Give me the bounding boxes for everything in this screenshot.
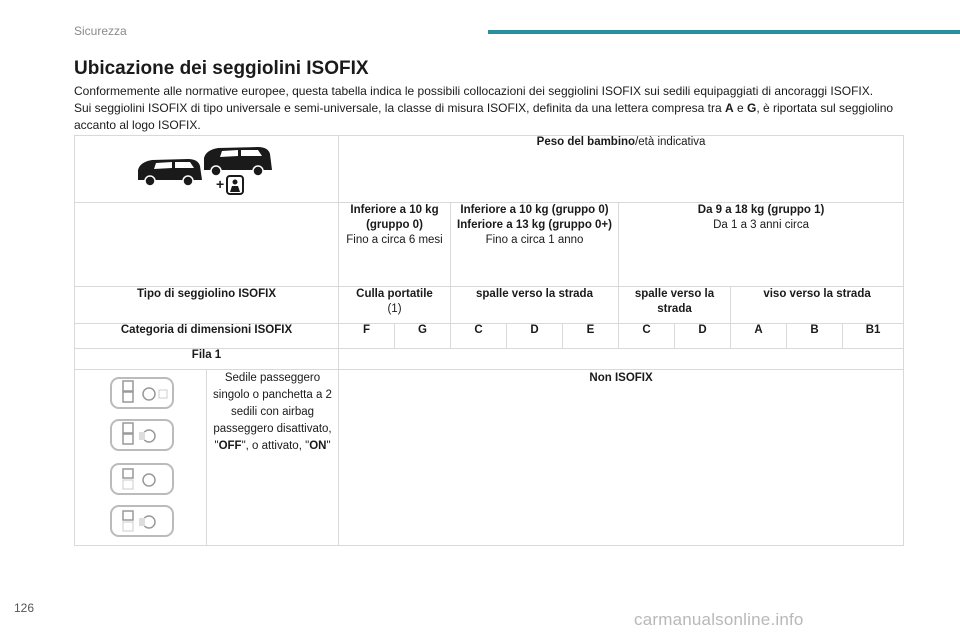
row-1-label: Fila 1 [75, 349, 339, 370]
size-c: C [451, 324, 507, 349]
non-isofix-value: Non ISOFIX [339, 370, 904, 546]
seat-plan-icon-2 [111, 420, 173, 450]
section-label: Sicurezza [74, 24, 127, 38]
group-0plus-title-2: Inferiore a 13 kg (gruppo 0+) [457, 219, 612, 231]
size-c-2: C [619, 324, 675, 349]
weight-header-rest: /età indicativa [635, 136, 706, 148]
section-header-bar [488, 30, 960, 34]
group-0plus-age: Fino a circa 1 anno [485, 234, 584, 246]
intro-line-2 [74, 100, 914, 134]
type-carrycot-title: Culla portatile [356, 288, 433, 300]
size-b1: B1 [843, 324, 904, 349]
size-letter-a: A [724, 101, 734, 115]
page-number: 126 [14, 601, 35, 615]
page-title: Ubicazione dei seggiolini ISOFIX [74, 58, 369, 79]
intro-text [74, 83, 914, 134]
intro-line-2-end: , è riportata sul seggiolino accanto al logo ISOFIX. [74, 101, 894, 132]
size-label: Categoria di dimensioni ISOFIX [75, 324, 339, 349]
type-rear-facing-1: spalle verso la strada [451, 287, 619, 324]
van-icon-2 [204, 147, 272, 176]
size-d: D [507, 324, 563, 349]
size-f: F [339, 324, 395, 349]
seat-plan-icon-3 [111, 464, 173, 494]
type-carrycot [339, 287, 451, 324]
size-letter-g: G [746, 101, 757, 115]
type-label: Tipo di seggiolino ISOFIX [75, 287, 339, 324]
intro-line-2-start: Sui seggiolini ISOFIX di tipo universale e semi-universale, la classe di misura ISOFIX, definita da una lettera compresa tra [74, 101, 725, 115]
seat-desc-a: Sedile passeggero singolo o panchetta a 2 sedili con airbag passeggero disattivato, " [213, 372, 332, 452]
type-forward-facing: viso verso la strada [731, 287, 904, 324]
seat-description [207, 370, 339, 546]
group-0plus-title-1: Inferiore a 10 kg (gruppo 0) [460, 204, 609, 216]
seat-plan-cell [75, 370, 207, 546]
seat-desc-c: " [326, 440, 331, 452]
airbag-off-label: OFF [218, 440, 242, 452]
isofix-table [74, 135, 904, 546]
isofix-seat-icon [216, 176, 243, 194]
vehicle-isofix-icon [132, 142, 282, 196]
size-g: G [395, 324, 451, 349]
van-icon-1 [138, 159, 202, 186]
seat-plan-icon-1 [111, 378, 173, 408]
size-e: E [563, 324, 619, 349]
airbag-on-label: ON [309, 440, 327, 452]
size-d-2: D [675, 324, 731, 349]
type-rear-facing-2: spalle verso la strada [619, 287, 731, 324]
seat-plan-icon-4 [111, 506, 173, 536]
group-1-title: Da 9 a 18 kg (gruppo 1) [697, 204, 825, 216]
seat-desc-b: ", o attivato, " [241, 440, 310, 452]
intro-and: e [733, 101, 747, 115]
seat-layout-icons [101, 372, 181, 542]
group-1-cell [619, 203, 904, 287]
type-carrycot-note: (1) [387, 303, 402, 315]
row-1-empty [339, 349, 904, 370]
watermark: carmanualsonline.info [634, 610, 804, 629]
size-a: A [731, 324, 787, 349]
size-b: B [787, 324, 843, 349]
group-0-title: Inferiore a 10 kg (gruppo 0) [350, 204, 439, 231]
svg-text:+: + [215, 176, 224, 192]
group-1-age: Da 1 a 3 anni circa [713, 219, 809, 231]
group-0-cell [339, 203, 451, 287]
empty-cell [75, 203, 339, 287]
intro-line-1: Conformemente alle normative europee, questa tabella indica le possibili collocazioni dei seggiolini ISOFIX sui sedili equipaggiati di ancoraggi ISOFIX. [74, 84, 874, 98]
weight-header [339, 136, 904, 203]
vehicle-icons-cell [75, 136, 339, 203]
group-0-age: Fino a circa 6 mesi [346, 234, 443, 246]
group-0plus-cell [451, 203, 619, 287]
weight-header-bold: Peso del bambino [536, 136, 636, 148]
